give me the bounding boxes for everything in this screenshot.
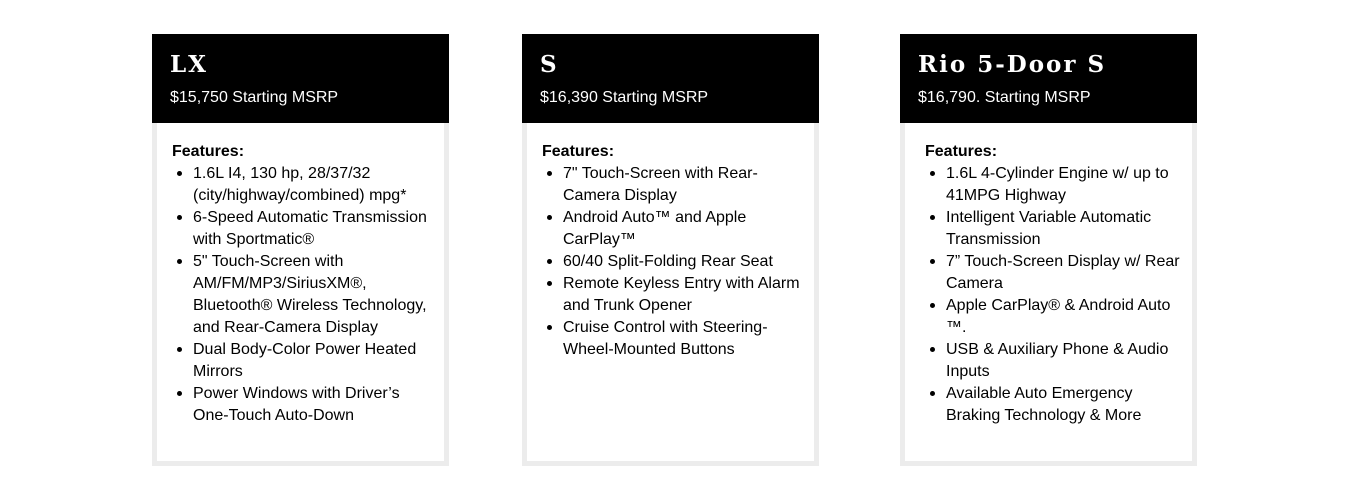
feature-item: Intelligent Variable Automatic Transmission [925, 207, 1185, 251]
trim-title: S [540, 51, 559, 78]
starting-msrp: $16,790. Starting MSRP [918, 89, 1091, 106]
trim-card-lx [152, 34, 449, 466]
feature-item: Available Auto Emergency Braking Technology & More [925, 383, 1185, 427]
trim-title: Rio 5-Door S [918, 51, 1107, 78]
card-body [542, 141, 805, 361]
feature-item: Android Auto™ and Apple CarPlay™ [542, 207, 805, 251]
feature-item: Apple CarPlay® & Android Auto ™. [925, 295, 1185, 339]
starting-msrp: $16,390 Starting MSRP [540, 89, 709, 106]
card-header [522, 34, 819, 123]
trim-card-s [522, 34, 819, 466]
feature-item: 1.6L I4, 130 hp, 28/37/32 (city/highway/combined) mpg* [172, 163, 435, 207]
feature-item: Cruise Control with Steering-Wheel-Mounted Buttons [542, 317, 805, 361]
features-label: Features: [925, 143, 998, 160]
feature-item: 60/40 Split-Folding Rear Seat [542, 251, 805, 273]
feature-list [925, 163, 1185, 427]
feature-list [172, 163, 435, 427]
feature-item: 1.6L 4-Cylinder Engine w/ up to 41MPG Highway [925, 163, 1185, 207]
card-body [925, 141, 1185, 427]
feature-list [542, 163, 805, 361]
card-header [152, 34, 449, 123]
feature-item: 5" Touch-Screen with AM/FM/MP3/SiriusXM®, Bluetooth® Wireless Technology, and Rear-Camera Display [172, 251, 435, 339]
feature-item: 6-Speed Automatic Transmission with Sportmatic® [172, 207, 435, 251]
trim-title: LX [170, 51, 209, 78]
feature-item: USB & Auxiliary Phone & Audio Inputs [925, 339, 1185, 383]
feature-item: Power Windows with Driver’s One-Touch Auto-Down [172, 383, 435, 427]
features-label: Features: [542, 143, 615, 160]
feature-item: Dual Body-Color Power Heated Mirrors [172, 339, 435, 383]
card-body [172, 141, 435, 427]
starting-msrp: $15,750 Starting MSRP [170, 89, 339, 106]
trim-card-rio-5-door-s [900, 34, 1197, 466]
feature-item: 7” Touch-Screen Display w/ Rear Camera [925, 251, 1185, 295]
feature-item: Remote Keyless Entry with Alarm and Trunk Opener [542, 273, 805, 317]
card-header [900, 34, 1197, 123]
features-label: Features: [172, 143, 245, 160]
feature-item: 7" Touch-Screen with Rear-Camera Display [542, 163, 805, 207]
